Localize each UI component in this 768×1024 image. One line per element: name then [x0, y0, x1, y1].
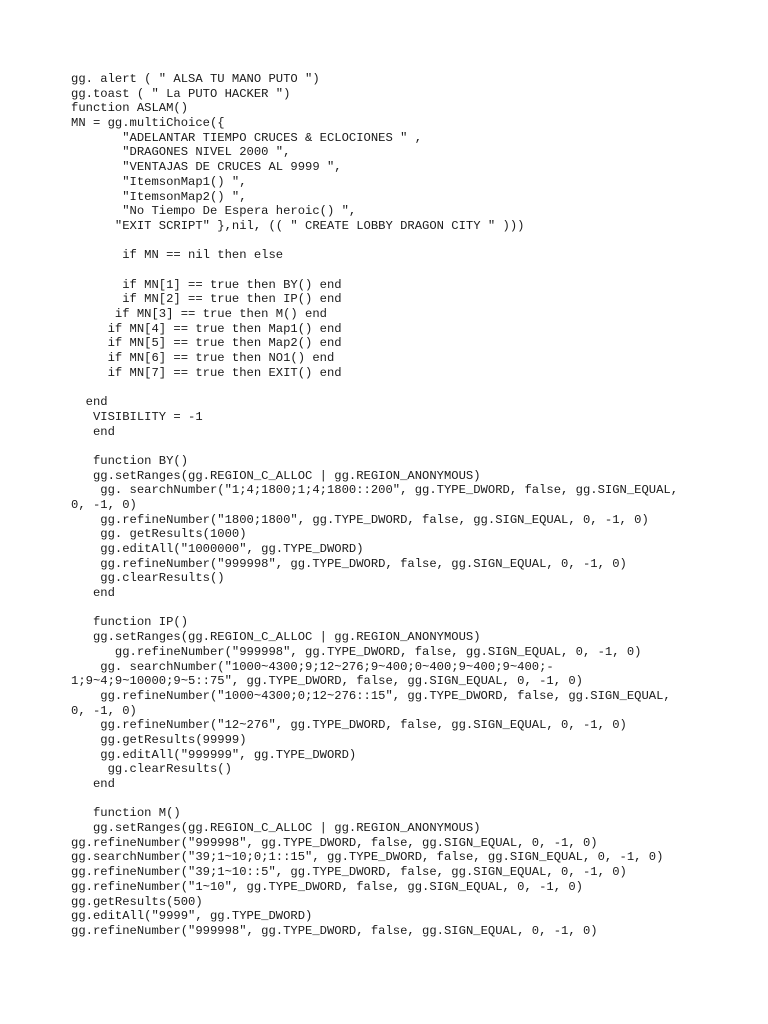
code-line: 0, -1, 0)	[71, 497, 137, 512]
code-line: gg.refineNumber("1800;1800", gg.TYPE_DWORD, false, gg.SIGN_EQUAL, 0, -1, 0)	[100, 512, 649, 527]
code-line: gg.getResults(500)	[71, 894, 203, 909]
code-line: gg.refineNumber("1000~4300;0;12~276::15", gg.TYPE_DWORD, false, gg.SIGN_EQUAL,	[100, 688, 671, 703]
code-line: gg. searchNumber("1;4;1800;1;4;1800::200", gg.TYPE_DWORD, false, gg.SIGN_EQUAL,	[100, 483, 679, 498]
code-line: gg.refineNumber("1~10", gg.TYPE_DWORD, false, gg.SIGN_EQUAL, 0, -1, 0)	[71, 879, 583, 894]
code-line: if MN[5] == true then Map2() end	[107, 336, 342, 351]
blank-line	[71, 601, 761, 616]
code-line: function M()	[92, 806, 181, 821]
code-line: end	[92, 777, 115, 791]
script-code-block	[71, 72, 761, 939]
code-line: function BY()	[92, 453, 189, 468]
code-line: "ItemsonMap2() ",	[122, 189, 247, 204]
code-line: function ASLAM()	[71, 101, 189, 116]
code-line: end	[92, 424, 115, 439]
code-line: end	[85, 395, 108, 410]
code-line: gg.refineNumber("999998", gg.TYPE_DWORD, false, gg.SIGN_EQUAL, 0, -1, 0)	[71, 835, 598, 850]
code-line: "No Tiempo De Espera heroic() ",	[122, 204, 357, 219]
code-line: "VENTAJAS DE CRUCES AL 9999 ",	[122, 160, 342, 175]
code-line: if MN[1] == true then BY() end	[122, 277, 342, 292]
code-line: if MN[3] == true then M() end	[114, 307, 327, 321]
blank-line	[71, 263, 761, 278]
code-line: gg.refineNumber("999998", gg.TYPE_DWORD, false, gg.SIGN_EQUAL, 0, -1, 0)	[114, 644, 642, 659]
blank-line	[71, 380, 761, 395]
blank-line	[71, 234, 761, 249]
code-line: "EXIT SCRIPT" },nil, (( " CREATE LOBBY DRAGON CITY " )))	[114, 218, 525, 233]
code-line: "ADELANTAR TIEMPO CRUCES & ECLOCIONES " ,	[122, 130, 423, 145]
code-line: if MN[2] == true then IP() end	[122, 292, 342, 307]
code-line: 0, -1, 0)	[71, 703, 137, 718]
code-line: if MN == nil then else	[122, 248, 284, 263]
code-line: gg.searchNumber("39;1~10;0;1::15", gg.TYPE_DWORD, false, gg.SIGN_EQUAL, 0, -1, 0)	[71, 850, 664, 865]
code-line: gg. searchNumber("1000~4300;9;12~276;9~400;0~400;9~400;9~400;-	[100, 659, 554, 674]
code-line: gg.refineNumber("999998", gg.TYPE_DWORD, false, gg.SIGN_EQUAL, 0, -1, 0)	[100, 556, 627, 571]
code-line: gg.refineNumber("999998", gg.TYPE_DWORD, false, gg.SIGN_EQUAL, 0, -1, 0)	[71, 923, 598, 938]
code-line: gg.editAll("1000000", gg.TYPE_DWORD)	[100, 542, 364, 556]
code-line: if MN[4] == true then Map1() end	[107, 321, 342, 336]
code-line: "ItemsonMap1() ",	[122, 174, 247, 189]
code-line: gg.clearResults()	[107, 762, 232, 777]
code-line: gg. getResults(1000)	[100, 527, 247, 542]
code-line: gg.setRanges(gg.REGION_C_ALLOC | gg.REGION_ANONYMOUS)	[92, 468, 481, 483]
code-line: VISIBILITY = -1	[92, 409, 203, 424]
code-line: gg. alert ( " ALSA TU MANO PUTO ")	[71, 72, 320, 86]
code-line: gg.editAll("9999", gg.TYPE_DWORD)	[71, 909, 313, 924]
code-line: if MN[6] == true then NO1() end	[107, 351, 335, 366]
code-line: gg.refineNumber("39;1~10::5", gg.TYPE_DWORD, false, gg.SIGN_EQUAL, 0, -1, 0)	[71, 865, 627, 880]
code-line: if MN[7] == true then EXIT() end	[107, 365, 342, 380]
code-line: MN = gg.multiChoice({	[71, 116, 225, 131]
code-line: gg.clearResults()	[100, 571, 225, 586]
code-line: 1;9~4;9~10000;9~5::75", gg.TYPE_DWORD, false, gg.SIGN_EQUAL, 0, -1, 0)	[71, 674, 583, 689]
blank-line	[71, 792, 761, 807]
code-line: end	[92, 586, 115, 601]
code-line: gg.toast ( " La PUTO HACKER ")	[71, 86, 291, 101]
code-line: gg.setRanges(gg.REGION_C_ALLOC | gg.REGION_ANONYMOUS)	[92, 630, 481, 645]
code-line: gg.editAll("999999", gg.TYPE_DWORD)	[100, 747, 357, 762]
blank-line	[71, 439, 761, 454]
code-line: gg.setRanges(gg.REGION_C_ALLOC | gg.REGION_ANONYMOUS)	[92, 821, 481, 836]
code-line: "DRAGONES NIVEL 2000 ",	[122, 145, 291, 160]
code-line: gg.refineNumber("12~276", gg.TYPE_DWORD, false, gg.SIGN_EQUAL, 0, -1, 0)	[100, 718, 627, 733]
code-line: function IP()	[92, 615, 189, 630]
code-line: gg.getResults(99999)	[100, 732, 247, 747]
